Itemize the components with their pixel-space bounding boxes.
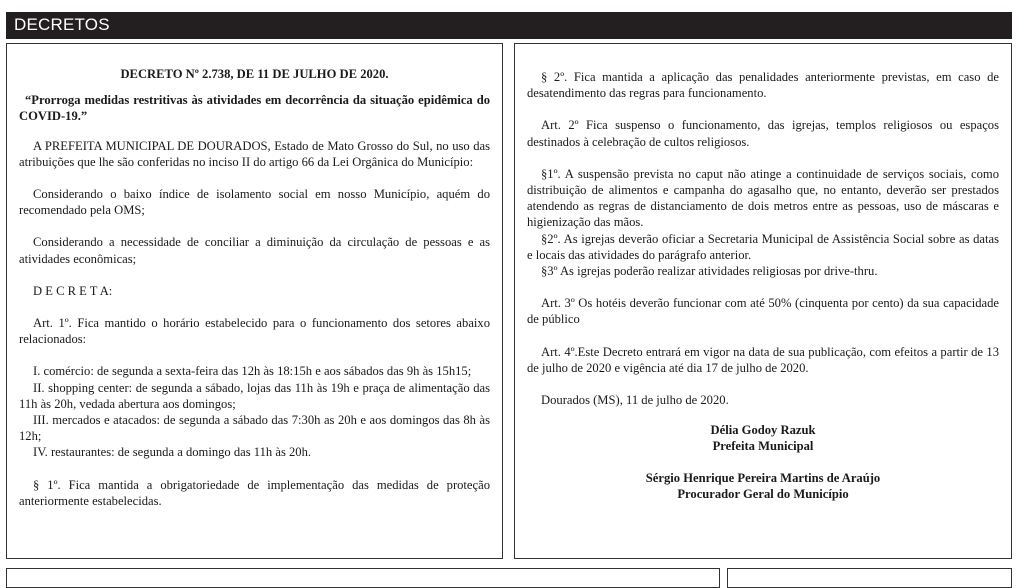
section-header-bar	[6, 12, 1012, 39]
article-2-paragraph-3: §3º As igrejas poderão realizar atividades religiosas por drive-thru.	[541, 264, 878, 279]
considering-paragraph-1: Considerando o baixo índice de isolamento social em nosso Município, aquém do recomendado pela OMS;	[19, 187, 490, 218]
article-1-paragraph-1: § 1º. Fica mantida a obrigatoriedade de implementação das medidas de proteção anteriormente estabelecidas.	[19, 477, 490, 508]
item-iv: IV. restaurantes: de segunda a domingo das 11h às 20h.	[33, 445, 312, 460]
item-i: I. comércio: de segunda a sexta-feira das 12h às 18:15h e aos sábados das 9h às 15h15;	[33, 364, 472, 379]
right-column	[514, 43, 1012, 559]
signer-2-title: Procurador Geral do Município	[677, 486, 849, 501]
item-iii: III. mercados e atacados: de segunda a sábado das 7:30h as 20h e aos domingos das 8h às 12h;	[19, 413, 490, 444]
decreta-heading: D E C R E T A:	[33, 283, 113, 298]
article-2-paragraph-2: §2º. As igrejas deverão oficiar a Secretaria Municipal de Assistência Social sobre as datas e locais das atividades do parágrafo anterior.	[527, 231, 999, 262]
article-2-paragraph-1: §1º. A suspensão prevista no caput não atinge a continuidade de serviços sociais, como distribuição de alimentos e campanha do agasalho que, no entanto, deverão ser prestados atendendo as regras de distanciamento de dois metros entre as pessoas, uso de máscaras e higienização das mãos.	[527, 166, 999, 230]
article-3: Art. 3º Os hotéis deverão funcionar com até 50% (cinquenta por cento) da sua capacidade de público	[527, 296, 999, 327]
article-1-paragraph-2: § 2º. Fica mantida a aplicação das penalidades anteriormente previstas, em caso de desatendimento das regras para funcionamento.	[527, 70, 999, 101]
signer-2-name: Sérgio Henrique Pereira Martins de Araújo	[645, 470, 881, 485]
decree-ementa: “Prorroga medidas restritivas às atividades em decorrência da situação epidêmica do COVID-19.”	[19, 93, 490, 124]
place-and-date: Dourados (MS), 11 de julho de 2020.	[541, 393, 729, 408]
next-section-box-left	[6, 568, 720, 588]
section-title: DECRETOS	[14, 15, 110, 34]
signer-1-name: Délia Godoy Razuk	[710, 423, 816, 438]
intro-paragraph: A PREFEITA MUNICIPAL DE DOURADOS, Estado de Mato Grosso do Sul, no uso das atribuições que lhe são conferidas no inciso II do artigo 66 da Lei Orgânica do Município:	[19, 138, 490, 169]
left-column	[6, 43, 503, 559]
article-4: Art. 4º.Este Decreto entrará em vigor na data de sua publicação, com efeitos a partir de 13 de julho de 2020 e vigência até dia 17 de julho de 2020.	[527, 344, 999, 375]
signer-1-title: Prefeita Municipal	[712, 439, 814, 454]
next-section-box-right	[727, 568, 1012, 588]
article-1: Art. 1º. Fica mantido o horário estabelecido para o funcionamento dos setores abaixo relacionados:	[19, 316, 490, 347]
item-ii: II. shopping center: de segunda a sábado, lojas das 11h às 19h e praça de alimentação das 11h às 20h, vedada abertura aos domingos;	[19, 380, 490, 411]
article-2: Art. 2º Fica suspenso o funcionamento, das igrejas, templos religiosos ou espaços destinados à celebração de cultos religiosos.	[527, 118, 999, 149]
decree-title: DECRETO Nº 2.738, DE 11 DE JULHO DE 2020.	[120, 67, 389, 81]
considering-paragraph-2: Considerando a necessidade de conciliar a diminuição da circulação de pessoas e as atividades econômicas;	[19, 235, 490, 266]
